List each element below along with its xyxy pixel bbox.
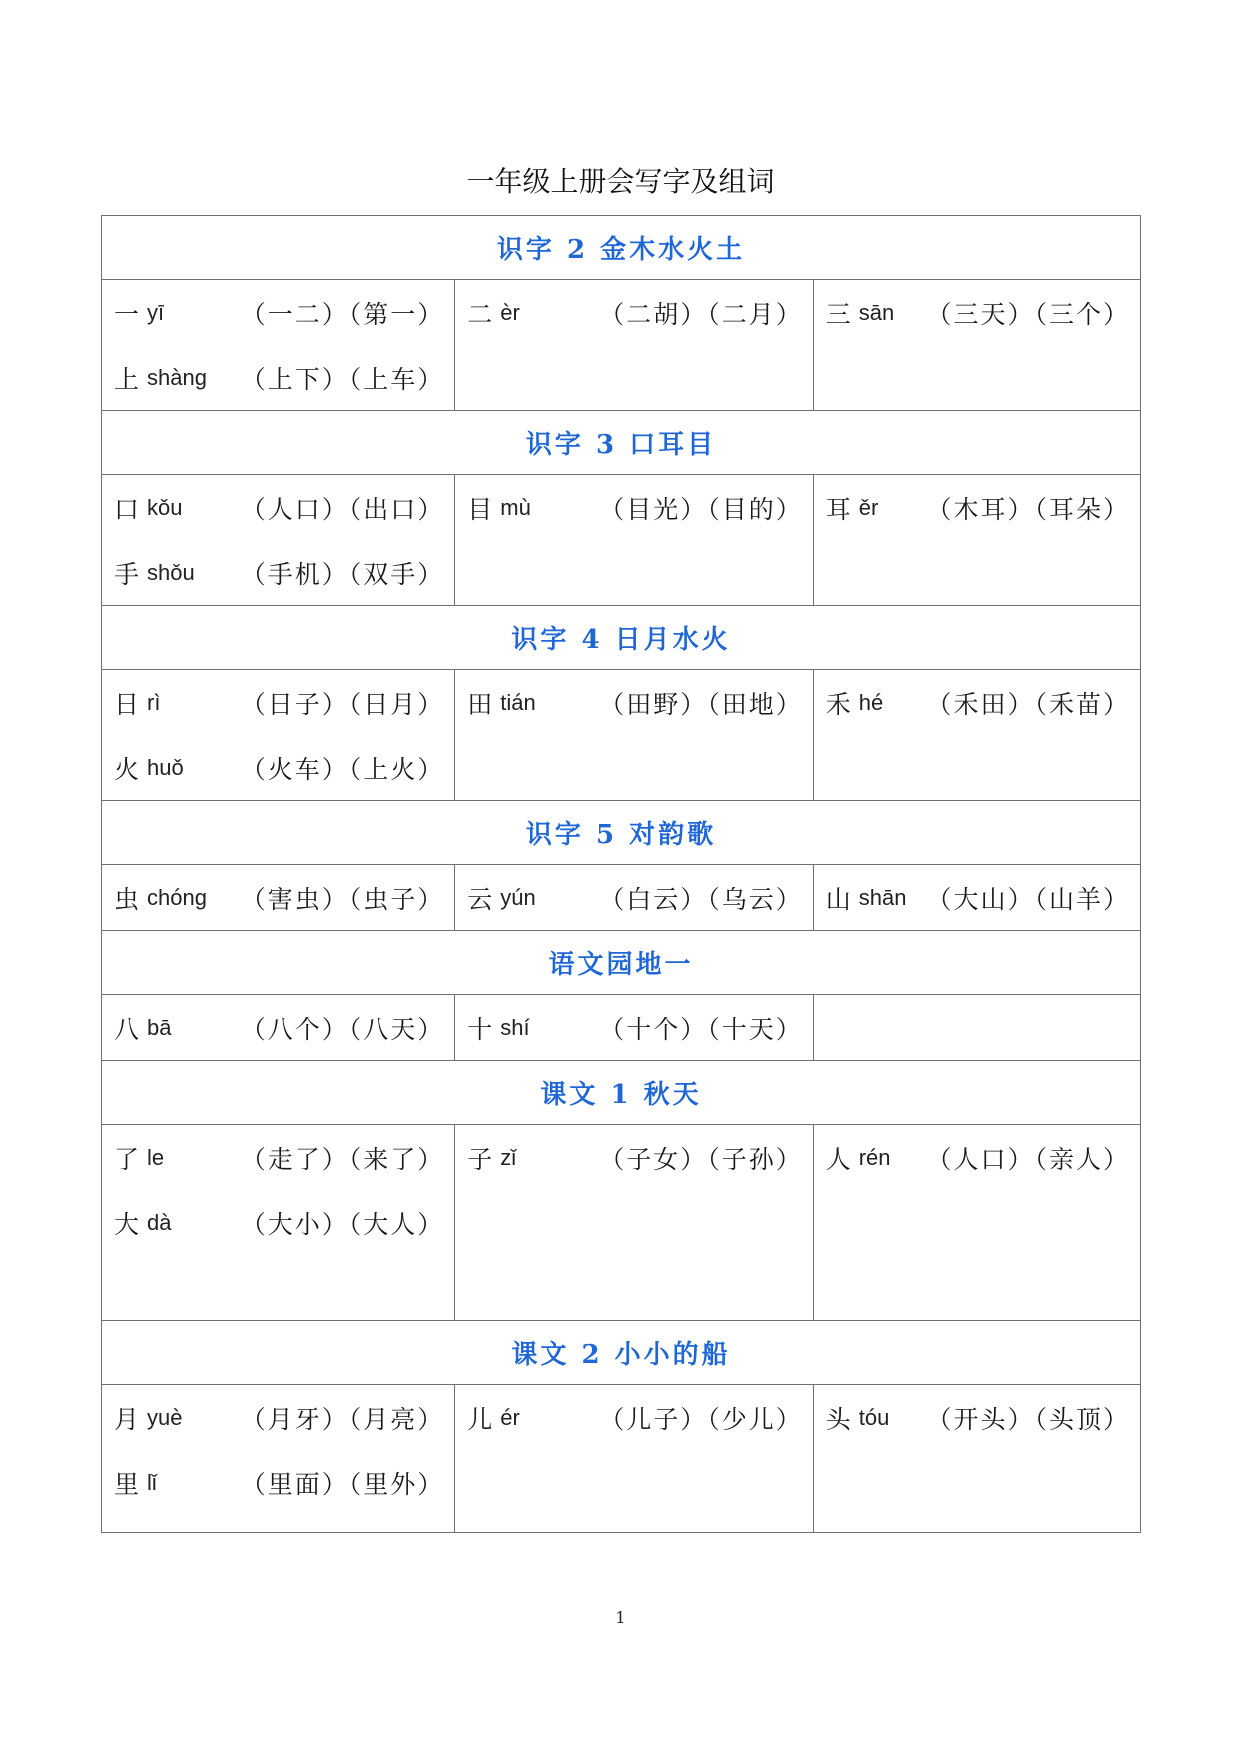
entry-cell bbox=[455, 475, 813, 606]
character-entry bbox=[102, 735, 454, 800]
character-entry bbox=[814, 1125, 1140, 1190]
vocab-table bbox=[101, 215, 1141, 1533]
character: 头 bbox=[825, 1404, 851, 1434]
pinyin: rì bbox=[147, 689, 161, 715]
pinyin: kǒu bbox=[147, 494, 183, 520]
entry-cell bbox=[813, 670, 1140, 801]
character: 儿 bbox=[467, 1404, 493, 1434]
pinyin: mù bbox=[500, 494, 531, 520]
character-entry bbox=[814, 1385, 1140, 1450]
section-heading: 识字 5 对韵歌 bbox=[102, 801, 1141, 865]
page-number: 1 bbox=[615, 1608, 626, 1627]
character: 山 bbox=[825, 884, 851, 914]
word-combinations: （人口）（出口） bbox=[240, 494, 445, 524]
entry-cell bbox=[455, 280, 813, 411]
section-header-row bbox=[102, 1321, 1141, 1385]
entry-cell bbox=[455, 1125, 813, 1321]
character: 耳 bbox=[825, 494, 851, 524]
pinyin: shān bbox=[858, 884, 907, 910]
entry-cell bbox=[455, 1385, 813, 1533]
entry-cell bbox=[813, 475, 1140, 606]
character-entry bbox=[455, 1125, 812, 1190]
pinyin: chóng bbox=[147, 884, 207, 910]
entry-cell bbox=[813, 1385, 1140, 1533]
word-combinations: （里面）（里外） bbox=[240, 1469, 445, 1499]
entry-cell bbox=[813, 280, 1140, 411]
entries-row bbox=[102, 865, 1141, 931]
pinyin: yī bbox=[147, 299, 165, 325]
word-combinations: （月牙）（月亮） bbox=[240, 1404, 445, 1434]
pinyin: huǒ bbox=[147, 754, 184, 780]
entry-cell bbox=[102, 280, 455, 411]
character-entry bbox=[102, 540, 454, 605]
character-entry bbox=[814, 475, 1140, 540]
pinyin: tián bbox=[500, 689, 536, 715]
section-heading: 课文 2 小小的船 bbox=[102, 1321, 1141, 1385]
character: 二 bbox=[467, 299, 493, 329]
pinyin: sān bbox=[858, 299, 895, 325]
word-combinations: （田野）（田地） bbox=[599, 689, 803, 719]
section-heading: 课文 1 秋天 bbox=[102, 1061, 1141, 1125]
entries-row bbox=[102, 1385, 1141, 1533]
entry-cell bbox=[813, 1125, 1140, 1321]
character-entry bbox=[455, 280, 812, 345]
character: 里 bbox=[114, 1469, 140, 1499]
character: 田 bbox=[467, 689, 493, 719]
word-combinations: （日子）（日月） bbox=[240, 689, 445, 719]
pinyin: zǐ bbox=[500, 1144, 517, 1170]
entries-row bbox=[102, 475, 1141, 606]
pinyin: hé bbox=[858, 689, 884, 715]
character: 八 bbox=[114, 1014, 140, 1044]
character-entry bbox=[455, 865, 812, 930]
entry-cell bbox=[102, 1385, 455, 1533]
entry-cell bbox=[813, 995, 1140, 1061]
pinyin: lǐ bbox=[147, 1469, 157, 1495]
character: 禾 bbox=[825, 689, 851, 719]
character-entry bbox=[102, 1125, 454, 1190]
word-combinations: （一二）（第一） bbox=[240, 299, 445, 329]
character: 火 bbox=[114, 754, 140, 784]
entries-row bbox=[102, 670, 1141, 801]
page-title: 一年级上册会写字及组词 bbox=[466, 165, 775, 198]
entry-cell bbox=[813, 865, 1140, 931]
section-header-row bbox=[102, 216, 1141, 280]
character-entry bbox=[102, 475, 454, 540]
pinyin: rén bbox=[858, 1144, 891, 1170]
word-combinations: （十个）（十天） bbox=[599, 1014, 803, 1044]
entries-row bbox=[102, 1125, 1141, 1321]
entry-cell bbox=[102, 475, 455, 606]
section-header-row bbox=[102, 801, 1141, 865]
word-combinations: （木耳）（耳朵） bbox=[926, 494, 1130, 524]
character-entry bbox=[814, 280, 1140, 345]
entry-cell bbox=[455, 670, 813, 801]
entry-cell bbox=[455, 865, 813, 931]
word-combinations: （子女）（子孙） bbox=[599, 1144, 803, 1174]
character: 口 bbox=[114, 494, 140, 524]
character-entry bbox=[814, 865, 1140, 930]
character: 手 bbox=[114, 559, 140, 589]
word-combinations: （火车）（上火） bbox=[240, 754, 445, 784]
word-combinations: （上下）（上车） bbox=[240, 364, 445, 394]
character-entry bbox=[102, 345, 454, 410]
character: 一 bbox=[114, 299, 140, 329]
word-combinations: （人口）（亲人） bbox=[926, 1144, 1130, 1174]
character: 日 bbox=[114, 689, 140, 719]
word-combinations: （儿子）（少儿） bbox=[599, 1404, 803, 1434]
section-header-row bbox=[102, 606, 1141, 670]
entries-row bbox=[102, 995, 1141, 1061]
character-entry bbox=[102, 1385, 454, 1450]
character-entry bbox=[455, 475, 812, 540]
word-combinations: （三天）（三个） bbox=[926, 299, 1130, 329]
word-combinations: （二胡）（二月） bbox=[599, 299, 803, 329]
pinyin: shǒu bbox=[147, 559, 195, 585]
entry-cell bbox=[455, 995, 813, 1061]
word-combinations: （害虫）（虫子） bbox=[240, 884, 445, 914]
character: 十 bbox=[467, 1014, 493, 1044]
pinyin: yuè bbox=[147, 1404, 183, 1430]
section-heading: 识字 4 日月水火 bbox=[102, 606, 1141, 670]
entry-cell bbox=[102, 1125, 455, 1321]
character: 人 bbox=[825, 1144, 851, 1174]
word-combinations: （禾田）（禾苗） bbox=[926, 689, 1130, 719]
word-combinations: （白云）（乌云） bbox=[599, 884, 803, 914]
pinyin: ér bbox=[500, 1404, 520, 1430]
section-heading: 语文园地一 bbox=[102, 931, 1141, 995]
word-combinations: （目光）（目的） bbox=[599, 494, 803, 524]
pinyin: tóu bbox=[858, 1404, 890, 1430]
pinyin: bā bbox=[147, 1014, 172, 1040]
pinyin: yún bbox=[500, 884, 536, 910]
character: 目 bbox=[467, 494, 493, 524]
character-entry bbox=[102, 1450, 454, 1515]
pinyin: dà bbox=[147, 1209, 172, 1235]
character: 三 bbox=[825, 299, 851, 329]
character-entry bbox=[102, 865, 454, 930]
word-combinations: （手机）（双手） bbox=[240, 559, 445, 589]
entry-cell bbox=[102, 670, 455, 801]
character: 月 bbox=[114, 1404, 140, 1434]
pinyin: ěr bbox=[858, 494, 879, 520]
character-entry bbox=[102, 995, 454, 1060]
pinyin: shí bbox=[500, 1014, 530, 1040]
pinyin: èr bbox=[500, 299, 520, 325]
entries-row bbox=[102, 280, 1141, 411]
character-entry bbox=[102, 280, 454, 345]
character-entry bbox=[455, 1385, 812, 1450]
word-combinations: （大山）（山羊） bbox=[926, 884, 1130, 914]
character: 子 bbox=[467, 1144, 493, 1174]
character-entry bbox=[102, 1190, 454, 1255]
word-combinations: （八个）（八天） bbox=[240, 1014, 445, 1044]
entry-cell bbox=[102, 995, 455, 1061]
section-heading: 识字 3 口耳目 bbox=[102, 411, 1141, 475]
character-entry bbox=[455, 995, 812, 1060]
character: 大 bbox=[114, 1209, 140, 1239]
pinyin: le bbox=[147, 1144, 165, 1170]
section-header-row bbox=[102, 931, 1141, 995]
character-entry bbox=[102, 670, 454, 735]
word-combinations: （走了）（来了） bbox=[240, 1144, 445, 1174]
character: 了 bbox=[114, 1144, 140, 1174]
character: 虫 bbox=[114, 884, 140, 914]
entry-cell bbox=[102, 865, 455, 931]
section-heading: 识字 2 金木水火土 bbox=[102, 216, 1141, 280]
section-header-row bbox=[102, 411, 1141, 475]
character-entry bbox=[455, 670, 812, 735]
pinyin: shàng bbox=[147, 364, 207, 390]
character: 上 bbox=[114, 364, 140, 394]
section-header-row bbox=[102, 1061, 1141, 1125]
character-entry bbox=[814, 670, 1140, 735]
word-combinations: （开头）（头顶） bbox=[926, 1404, 1130, 1434]
character: 云 bbox=[467, 884, 493, 914]
word-combinations: （大小）（大人） bbox=[240, 1209, 445, 1239]
